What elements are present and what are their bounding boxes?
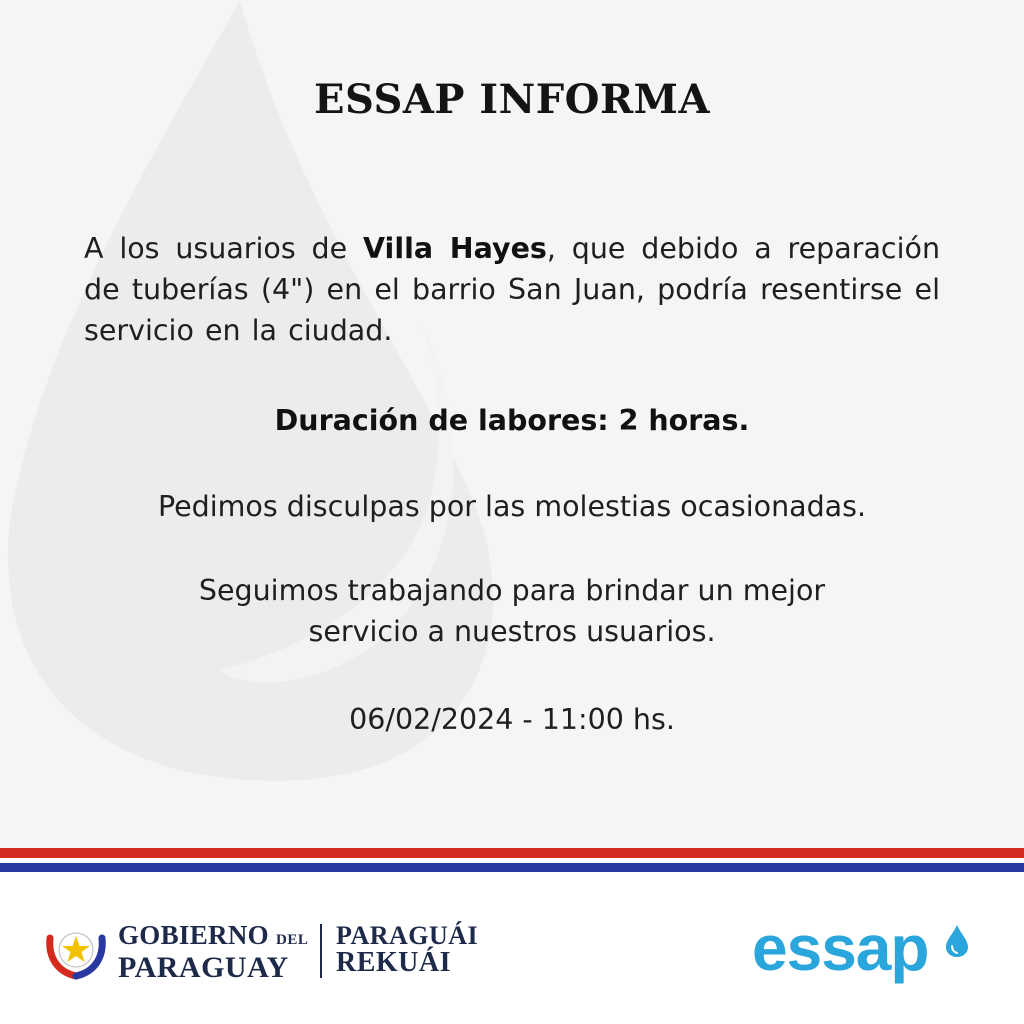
closing-line-2: servicio a nuestros usuarios. (308, 615, 716, 648)
essap-wordmark: essap (752, 912, 929, 984)
government-name (118, 920, 309, 984)
flag-stripe-red (0, 848, 1024, 858)
government-motto (336, 922, 478, 976)
date-time-stamp: 06/02/2024 - 11:00 hs. (349, 703, 675, 736)
paraguay-seal-icon (44, 918, 108, 982)
intro-text-end: , que debido a reparación de tuberías (4") en el barrio San Juan, podría resentirse el servicio en la ciudad. (84, 232, 941, 347)
government-logo (44, 918, 504, 982)
closing-line-1: Seguimos trabajando para brindar un mejor (198, 574, 826, 607)
motto-line-2: REKUÁI (336, 947, 452, 978)
essap-logo (752, 912, 982, 986)
motto-line-1: PARAGUÁI (336, 921, 479, 950)
logo-divider (320, 924, 322, 978)
gov-name-line-1: GOBIERNO (118, 920, 269, 950)
page-title: ESSAP INFORMA (314, 76, 710, 123)
apology-text: Pedimos disculpas por las molestias ocasionadas. (157, 490, 867, 523)
gov-name-line-2: PARAGUAY (118, 951, 289, 984)
notice-intro (84, 228, 940, 351)
work-duration: Duración de labores: 2 horas. (274, 404, 750, 437)
flag-stripe-blue (0, 863, 1024, 872)
gov-name-connector: DEL (276, 932, 309, 948)
location-highlight: Villa Hayes (363, 232, 547, 265)
water-drop-icon (944, 924, 970, 958)
intro-text-start: A los usuarios de (84, 232, 363, 265)
footer (0, 872, 1024, 1024)
closing-message (0, 570, 1024, 652)
